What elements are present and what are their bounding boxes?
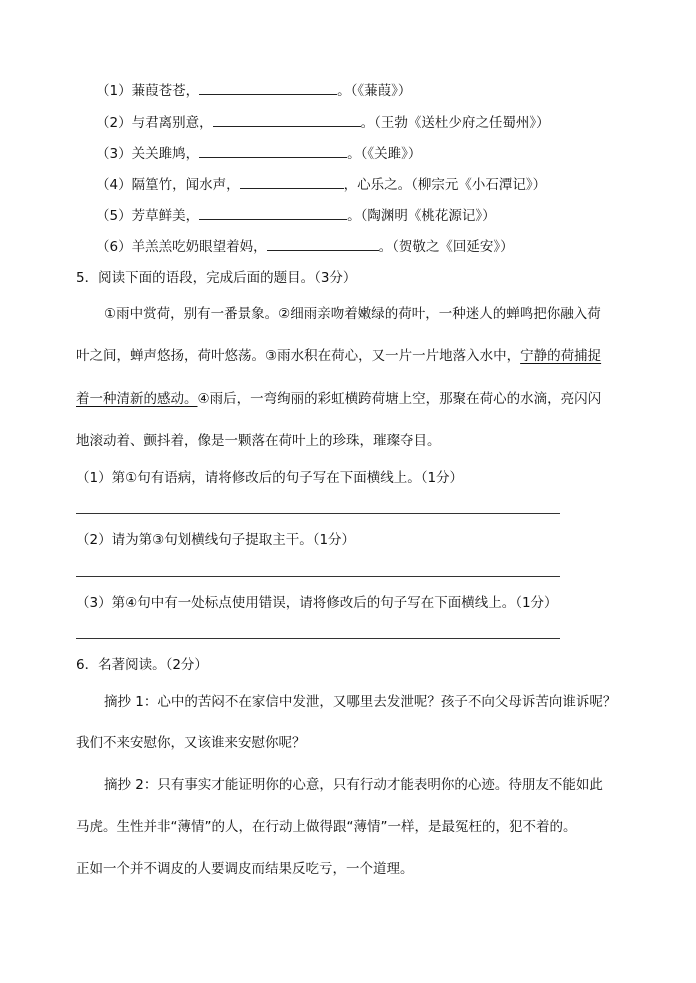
q5-title: 5．阅读下面的语段，完成后面的题目。（3分） [76, 270, 357, 286]
answer-blank[interactable] [199, 205, 347, 220]
q5-subquestion-1: （1）第①句有语病，请将修改后的句子写在下面横线上。（1分） [76, 470, 464, 486]
item-prompt: 蒹葭苍苍， [131, 83, 200, 99]
answer-blank[interactable] [199, 80, 337, 95]
item-prompt: 隔篁竹，闻水声， [131, 177, 240, 193]
answer-blank[interactable] [240, 174, 344, 189]
answer-blank[interactable] [199, 143, 347, 158]
item-source: 。（《蒹葭》） [337, 83, 412, 99]
item-number: （6） [96, 239, 132, 255]
answer-line-2[interactable] [76, 576, 560, 577]
q4-item-4 [96, 174, 546, 195]
item-source: 。（《关雎》） [347, 146, 422, 162]
paragraph-text: 叶之间，蝉声悠扬，荷叶悠荡。③雨水积在荷心，又一片一片地落入水中， [76, 348, 521, 364]
q4-item-6 [96, 236, 514, 257]
underlined-sentence: 着一种清新的感动。 [76, 391, 198, 407]
answer-blank[interactable] [267, 236, 379, 251]
q5-subquestion-2: （2）请为第③句划横线句子提取主干。（1分） [76, 532, 356, 548]
answer-line-1[interactable] [76, 513, 560, 514]
answer-blank[interactable] [213, 112, 361, 127]
q6-title: 6．名著阅读。（2分） [76, 657, 208, 673]
item-number: （4） [96, 177, 132, 193]
q5-paragraph-line-4: 地滚动着、颤抖着，像是一颗落在荷叶上的珍珠，璀璨夺目。 [76, 433, 441, 449]
q5-subquestion-3: （3）第④句中有一处标点使用错误，请将修改后的句子写在下面横线上。（1分） [76, 595, 558, 611]
item-source: 。（王勃《送杜少府之任蜀州》） [360, 115, 550, 131]
q6-excerpt-1-line-1: 摘抄 1：心中的苦闷不在家信中发泄，又哪里去发泄呢？孩子不向父母诉苦向谁诉呢？ [104, 694, 617, 710]
item-source: 。（贺敬之《回延安》） [378, 239, 514, 255]
item-source: 。（陶渊明《桃花源记》） [347, 208, 496, 224]
q6-excerpt-2-line-2: 马虎。生性并非“薄情”的人，在行动上做得跟“薄情”一样，是最冤枉的，犯不着的。 [76, 819, 577, 835]
q5-paragraph-line-3 [76, 389, 601, 409]
item-prompt: 芳草鲜美， [131, 208, 200, 224]
item-prompt: 关关雎鸠， [131, 146, 200, 162]
item-number: （3） [96, 146, 132, 162]
q6-excerpt-2-line-1: 摘抄 2：只有事实才能证明你的心意，只有行动才能表明你的心迹。待朋友不能如此 [104, 777, 603, 793]
q6-excerpt-2-line-3: 正如一个并不调皮的人要调皮而结果反吃亏，一个道理。 [76, 861, 414, 877]
item-prompt: 与君离别意， [131, 115, 213, 131]
item-number: （5） [96, 208, 132, 224]
q4-item-5 [96, 205, 496, 226]
item-source: ，心乐之。（柳宗元《小石潭记》） [343, 177, 547, 193]
q4-item-2 [96, 112, 550, 133]
q5-paragraph-line-1: ①雨中赏荷，别有一番景象。②细雨亲吻着嫩绿的荷叶，一种迷人的蝉鸣把你融入荷 [104, 306, 601, 322]
item-number: （1） [96, 83, 132, 99]
item-number: （2） [96, 115, 132, 131]
answer-line-3[interactable] [76, 638, 560, 639]
underlined-sentence: 宁静的荷捕捉 [520, 348, 602, 364]
q4-item-3 [96, 143, 421, 164]
q6-excerpt-1-line-2: 我们不来安慰你，又该谁来安慰你呢？ [76, 735, 306, 751]
paragraph-text: ④雨后，一弯绚丽的彩虹横跨荷塘上空，那聚在荷心的水滴，亮闪闪 [197, 391, 602, 407]
q4-item-1 [96, 80, 411, 101]
q5-paragraph-line-2 [76, 346, 601, 366]
item-prompt: 羊羔羔吃奶眼望着妈， [131, 239, 267, 255]
